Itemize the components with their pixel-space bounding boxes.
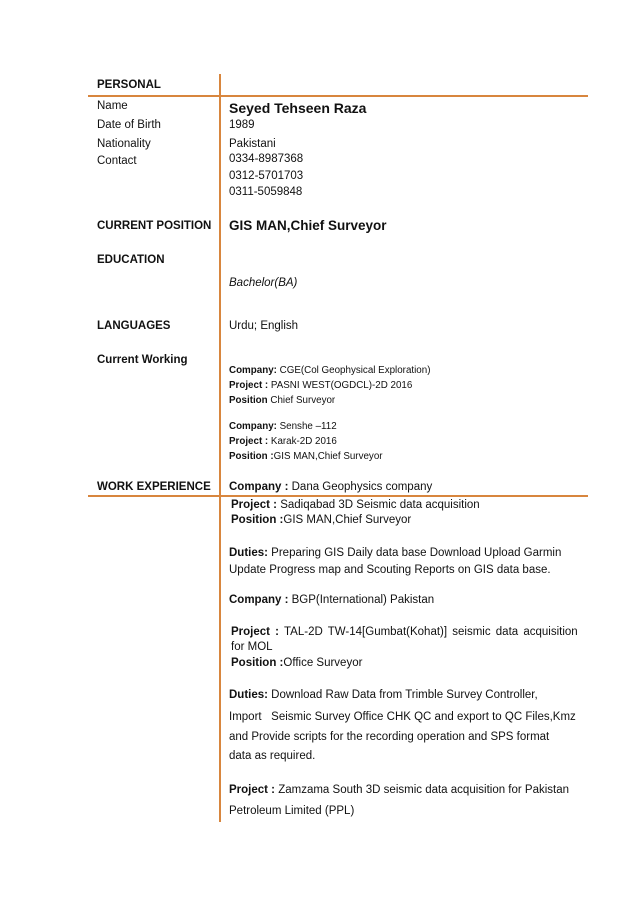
we-duties-2-line-1 bbox=[229, 689, 538, 701]
we-position-1-label: Position : bbox=[231, 514, 284, 526]
cw2-company-value: Senshe –112 bbox=[276, 421, 337, 432]
current-position-value: GIS MAN,Chief Surveyor bbox=[229, 218, 387, 233]
phone-3: 0311-5059848 bbox=[229, 186, 303, 198]
contact-label: Contact bbox=[97, 155, 137, 167]
dob-value: 1989 bbox=[229, 119, 255, 131]
we-duties-1-label: Duties: bbox=[229, 547, 268, 559]
dob-label: Date of Birth bbox=[97, 119, 161, 131]
phone-1: 0334-8987368 bbox=[229, 153, 304, 165]
we-position-2 bbox=[231, 657, 362, 669]
we-duties-1-line-1 bbox=[229, 547, 561, 559]
languages-value: Urdu; English bbox=[229, 320, 299, 332]
we-company-2-label: Company : bbox=[229, 594, 289, 606]
cw2-position-label: Position : bbox=[229, 451, 274, 462]
cw2-company bbox=[229, 421, 337, 432]
cw1-position-label: Position bbox=[229, 395, 268, 406]
we-project-2-line-2: for MOL bbox=[231, 641, 273, 653]
current-working-label: Current Working bbox=[97, 354, 188, 366]
cw2-position-value: GIS MAN,Chief Surveyor bbox=[273, 451, 383, 462]
we-position-1-value: GIS MAN,Chief Surveyor bbox=[283, 514, 412, 526]
we-project-3-line-1 bbox=[229, 784, 569, 796]
personal-heading: PERSONAL bbox=[97, 79, 161, 91]
current-position-label: CURRENT POSITION bbox=[97, 220, 212, 232]
cw2-company-label: Company: bbox=[229, 421, 277, 432]
we-project-2-line-1 bbox=[231, 626, 578, 638]
cw2-project-label: Project : bbox=[229, 436, 269, 447]
we-duties-1-text: Preparing GIS Daily data base Download Upload Garmin bbox=[267, 547, 562, 559]
cw1-company-value: CGE(Col Geophysical Exploration) bbox=[276, 365, 431, 376]
nationality-label: Nationality bbox=[97, 138, 151, 150]
cw1-project bbox=[229, 380, 412, 391]
we-company-1-value: Dana Geophysics company bbox=[288, 481, 433, 493]
we-duties-2-text: Download Raw Data from Trimble Survey Controller, bbox=[267, 689, 538, 701]
phone-2: 0312-5701703 bbox=[229, 170, 304, 182]
we-project-1-label: Project : bbox=[231, 499, 278, 511]
cw1-company bbox=[229, 365, 430, 376]
cw2-project-value: Karak-2D 2016 bbox=[268, 436, 337, 447]
education-value: Bachelor(BA) bbox=[229, 277, 298, 289]
we-duties-2-line-2: Import Seismic Survey Office CHK QC and export to QC Files,Kmz bbox=[229, 711, 576, 723]
cw2-position bbox=[229, 451, 383, 462]
we-project-1-value: Sadiqabad 3D Seismic data acquisition bbox=[277, 499, 480, 511]
we-project-2-label: Project : bbox=[231, 626, 280, 638]
person-name: Seyed Tehseen Raza bbox=[229, 100, 367, 116]
cw1-position-value: Chief Surveyor bbox=[267, 395, 336, 406]
work-experience-label: WORK EXPERIENCE bbox=[97, 481, 211, 493]
cw1-project-label: Project : bbox=[229, 380, 269, 391]
we-company-2 bbox=[229, 594, 434, 606]
we-project-3-value: Zamzama South 3D seismic data acquisition for Pakistan bbox=[275, 784, 570, 796]
cw1-position bbox=[229, 395, 335, 406]
we-duties-1-line-2: Update Progress map and Scouting Reports on GIS data base. bbox=[229, 564, 551, 576]
we-project-3-label: Project : bbox=[229, 784, 276, 796]
we-company-1 bbox=[229, 481, 432, 493]
we-position-2-value: Office Surveyor bbox=[283, 657, 363, 669]
we-position-2-label: Position : bbox=[231, 657, 284, 669]
cw1-company-label: Company: bbox=[229, 365, 277, 376]
we-company-2-value: BGP(International) Pakistan bbox=[288, 594, 435, 606]
we-duties-2-label: Duties: bbox=[229, 689, 268, 701]
we-project-2-value: TAL-2D TW-14[Gumbat(Kohat)] seismic data acquisition bbox=[279, 626, 578, 638]
personal-header-rule bbox=[88, 95, 588, 97]
we-project-1 bbox=[231, 499, 480, 511]
education-label: EDUCATION bbox=[97, 254, 165, 266]
nationality-value: Pakistani bbox=[229, 138, 276, 150]
we-duties-2-line-4: data as required. bbox=[229, 750, 316, 762]
work-experience-rule bbox=[88, 495, 588, 497]
name-label: Name bbox=[97, 100, 128, 112]
column-divider bbox=[219, 74, 221, 822]
we-company-1-label: Company : bbox=[229, 481, 289, 493]
cw2-project bbox=[229, 436, 337, 447]
cw1-project-value: PASNI WEST(OGDCL)-2D 2016 bbox=[268, 380, 413, 391]
we-duties-2-line-3: and Provide scripts for the recording operation and SPS format bbox=[229, 731, 550, 743]
we-position-1 bbox=[231, 514, 411, 526]
we-project-3-line-2: Petroleum Limited (PPL) bbox=[229, 805, 355, 817]
languages-label: LANGUAGES bbox=[97, 320, 171, 332]
